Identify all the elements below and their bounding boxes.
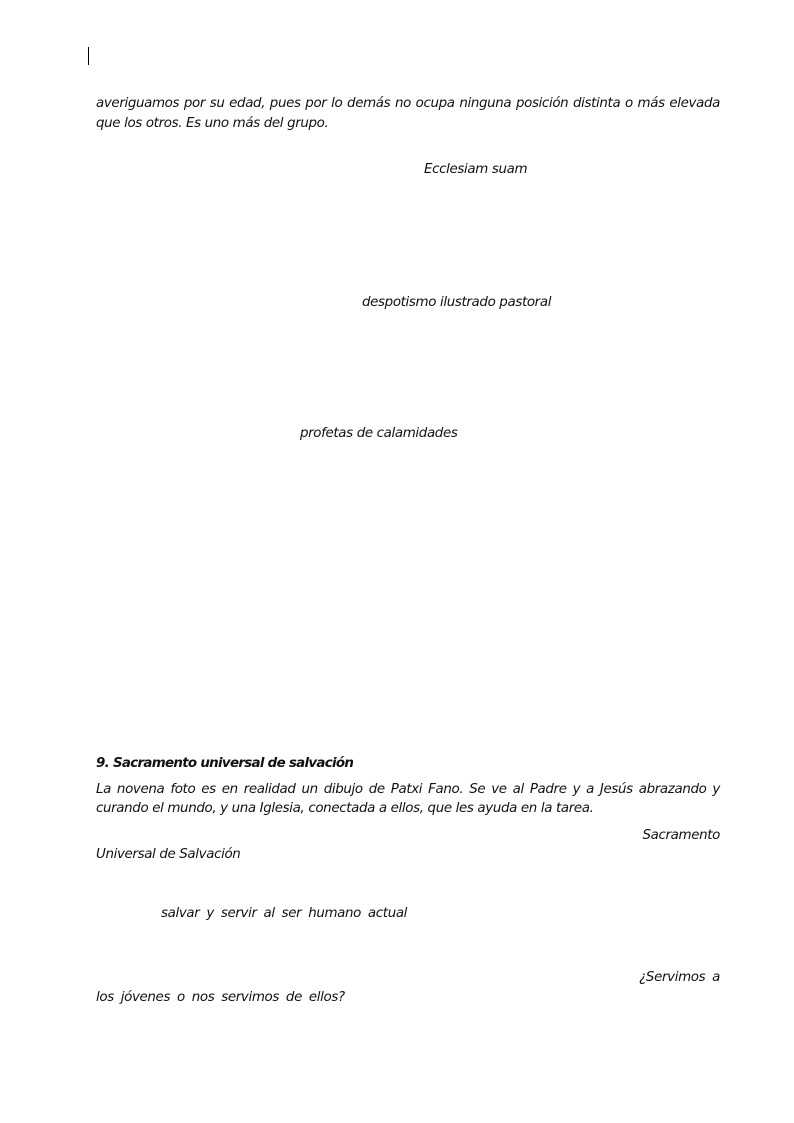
text-cursor [88,47,89,65]
paragraph-line: averiguamos por su edad, pues por lo demás no ocupa ninguna posición distinta o más elevada [96,96,720,111]
italic-fragment-ecclesiam: Ecclesiam suam [424,162,528,177]
italic-fragment-servimos: ¿Servimos a [639,970,720,985]
paragraph-line: que los otros. Es uno más del grupo. [96,116,329,131]
italic-fragment-universal: Universal de Salvación [96,847,241,862]
italic-fragment-despotismo: despotismo ilustrado pastoral [362,295,552,310]
section-heading: 9. Sacramento universal de salvación [96,756,354,771]
paragraph-line: curando el mundo, y una Iglesia, conectada a ellos, que les ayuda en la tarea. [96,801,594,816]
italic-fragment-jovenes: los jóvenes o nos servimos de ellos? [96,990,345,1005]
italic-fragment-salvar: salvar y servir al ser humano actual [161,906,408,921]
italic-fragment-sacramento: Sacramento [642,828,720,843]
italic-fragment-profetas: profetas de calamidades [300,426,458,441]
paragraph-line: La novena foto es en realidad un dibujo de Patxi Fano. Se ve al Padre y a Jesús abrazando y [96,782,720,797]
